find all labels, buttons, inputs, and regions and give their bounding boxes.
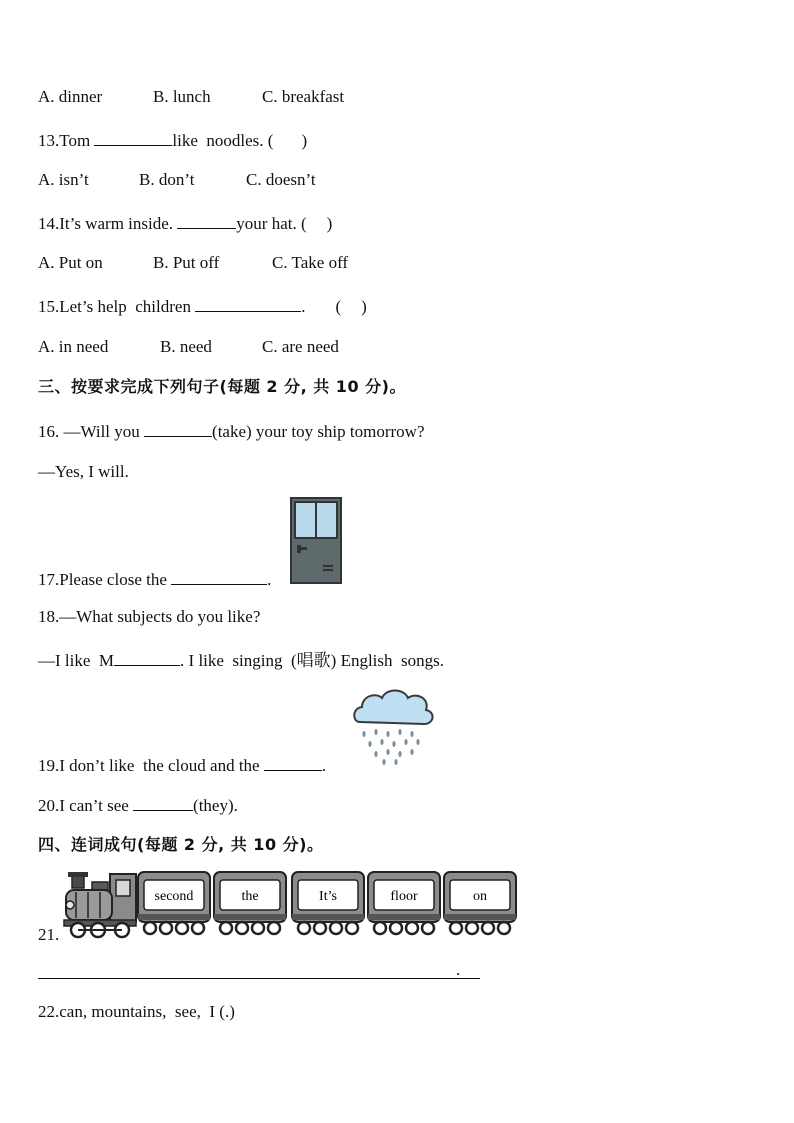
q13-option-c: C. doesn’t [246, 170, 316, 189]
question-14 [38, 212, 332, 234]
question-text: —Will you [59, 422, 145, 441]
train-word-1: second [154, 889, 194, 904]
section-4-heading: 四、连词成句(每题 2 分, 共 10 分)。 [38, 835, 324, 854]
question-number: 13. [38, 131, 60, 150]
question-text: . [321, 756, 327, 775]
q12-option-c: C. breakfast [262, 87, 345, 106]
section-3-heading: 三、按要求完成下列句子(每题 2 分, 共 10 分)。 [38, 377, 406, 396]
question-number: 19. [38, 756, 60, 775]
question-18-answer [38, 649, 444, 671]
answer-blank[interactable] [144, 420, 212, 437]
question-text: . I like singing (唱歌) English songs. [180, 651, 444, 670]
question-19 [38, 754, 326, 776]
question-22 [38, 1002, 235, 1022]
q12-option-b: B. lunch [153, 87, 211, 106]
question-number: 16. [38, 422, 60, 441]
train-car-1 [138, 872, 210, 934]
question-number: 18. [38, 607, 60, 626]
question-15 [38, 295, 367, 317]
q13-option-a: A. isn’t [38, 170, 89, 189]
q15-option-c: C. are need [262, 337, 339, 356]
q15-option-a: A. in need [38, 337, 109, 356]
train-word-4: floor [390, 889, 418, 904]
train-car-2 [214, 872, 286, 934]
answer-paren: ) [326, 214, 333, 233]
train-word-2: the [241, 889, 259, 904]
answer-blank[interactable] [133, 794, 193, 811]
answer-blank[interactable] [195, 295, 301, 312]
word-train [62, 870, 522, 940]
question-text: —I like M [38, 651, 115, 670]
train-car-3 [292, 872, 364, 934]
locomotive-icon [64, 872, 136, 937]
question-number: 15. [38, 297, 60, 316]
train-car-5 [444, 872, 516, 934]
question-number: 17. [38, 570, 60, 589]
q14-option-a: A. Put on [38, 253, 103, 272]
answer-blank[interactable] [177, 212, 236, 229]
question-text: Please close the [59, 570, 172, 589]
question-text: Tom [59, 131, 95, 150]
train-word-5: on [473, 889, 487, 904]
q14-option-c: C. Take off [272, 253, 349, 272]
question-text: . [301, 297, 306, 316]
question-18 [38, 607, 260, 627]
question-text: (take) your toy ship tomorrow? [212, 422, 425, 441]
train-word-3: It’s [319, 889, 337, 904]
question-text: Let’s help children [59, 297, 196, 316]
answer-blank[interactable] [114, 649, 180, 666]
q15-option-b: B. need [160, 337, 212, 356]
question-16-answer: —Yes, I will. [38, 462, 129, 481]
question-number: 22. [38, 1002, 60, 1021]
question-text: your hat. ( [236, 214, 307, 233]
question-text: like noodles. ( [172, 131, 274, 150]
question-text: . [267, 570, 272, 589]
question-21-number: 21. [38, 925, 60, 944]
question-text: It’s warm inside. [59, 214, 178, 233]
answer-blank[interactable] [171, 568, 267, 585]
answer-blank[interactable] [94, 129, 172, 146]
q13-option-b: B. don’t [139, 170, 195, 189]
answer-paren-open: ( [335, 297, 342, 316]
question-number: 20. [38, 796, 60, 815]
answer-paren: ) [301, 131, 308, 150]
answer-paren-close: ) [361, 297, 367, 316]
question-number: 14. [38, 214, 60, 233]
rain-cloud-icon [350, 684, 436, 768]
question-text: I don’t like the cloud and the [59, 756, 264, 775]
question-17 [38, 568, 271, 590]
question-text: —What subjects do you like? [59, 607, 261, 626]
question-21-end-mark: . [456, 960, 461, 979]
q14-option-b: B. Put off [153, 253, 220, 272]
answer-blank[interactable] [264, 754, 322, 771]
question-20 [38, 794, 238, 816]
question-13 [38, 129, 307, 151]
question-21-answer-line[interactable] [38, 978, 480, 979]
question-text: can, mountains, see, I (.) [59, 1002, 235, 1021]
q12-option-a: A. dinner [38, 87, 103, 106]
door-icon [290, 497, 342, 584]
question-text: (they). [193, 796, 238, 815]
question-16 [38, 420, 425, 442]
question-text: I can’t see [59, 796, 134, 815]
train-car-4 [368, 872, 440, 934]
